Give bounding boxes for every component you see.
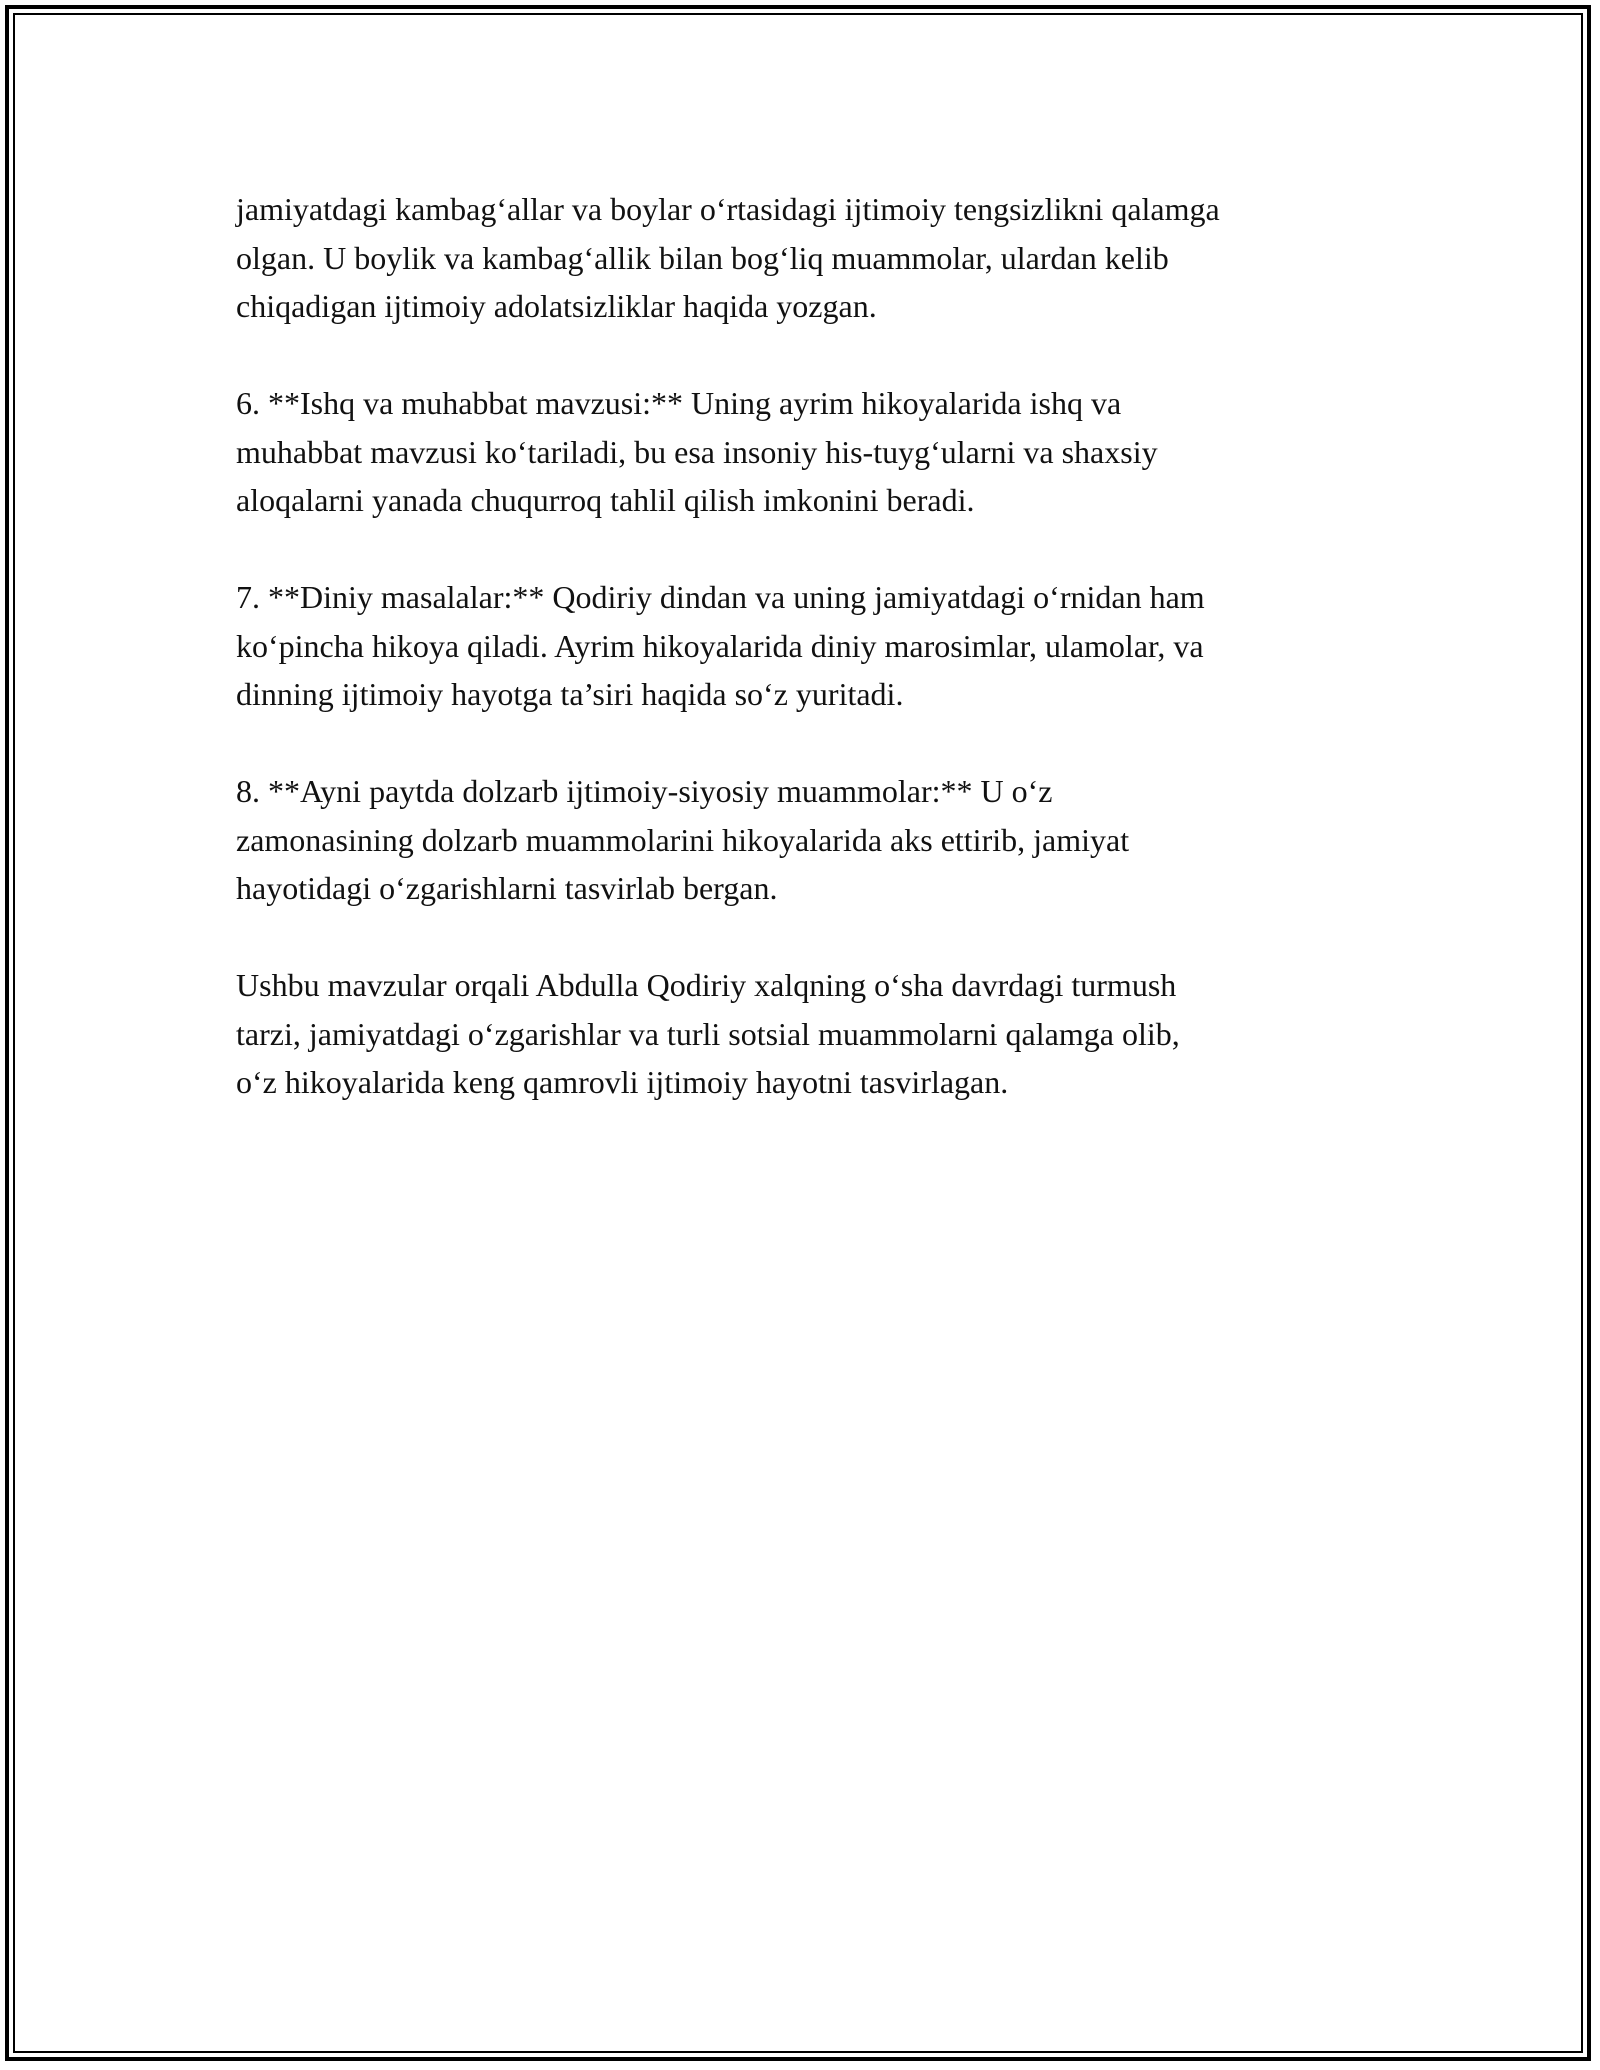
paragraph-item-6: 6. **Ishq va muhabbat mavzusi:** Uning ayrim hikoyalarida ishq va muhabbat mavzusi ko‘tariladi, bu esa insoniy his-tuyg‘ularni va shaxsiy aloqalarni yanada chuqurroq tahlil qilish imkonini beradi.: [236, 385, 1158, 518]
paragraph-continuation: jamiyatdagi kambag‘allar va boylar o‘rtasidagi ijtimoiy tengsizlikni qalamga olgan. U boylik va kambag‘allik bilan bog‘liq muammolar, ulardan kelib chiqadigan ijtimoiy adolatsizliklar haqida yozgan.: [236, 191, 1220, 324]
paragraph-item-8: 8. **Ayni paytda dolzarb ijtimoiy-siyosiy muammolar:** U o‘z zamonasining dolzarb muammolarini hikoyalarida aks ettirib, jamiyat hayotidagi o‘zgarishlarni tasvirlab bergan.: [236, 773, 1130, 906]
document-body: [236, 185, 1376, 1155]
paragraph-conclusion: Ushbu mavzular orqali Abdulla Qodiriy xalqning o‘sha davrdagi turmush tarzi, jamiyatdagi o‘zgarishlar va turli sotsial muammolarni qalamga olib, o‘z hikoyalarida keng qamrovli ijtimoiy hayotni tasvirlagan.: [236, 967, 1180, 1100]
paragraph-item-7: 7. **Diniy masalalar:** Qodiriy dindan va uning jamiyatdagi o‘rnidan ham ko‘pincha hikoya qiladi. Ayrim hikoyalarida diniy marosimlar, ulamolar, va dinning ijtimoiy hayotga ta’siri haqida so‘z yuritadi.: [236, 579, 1205, 712]
